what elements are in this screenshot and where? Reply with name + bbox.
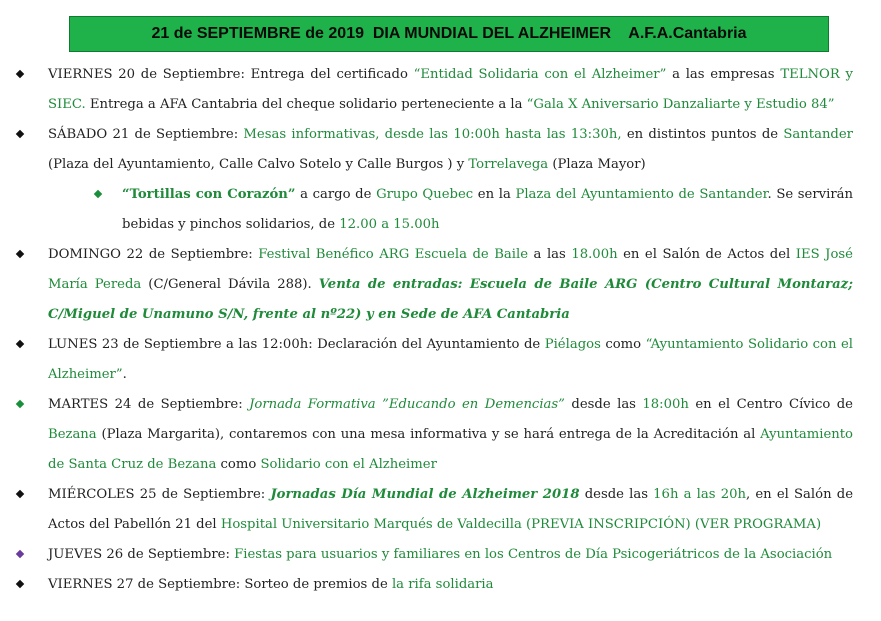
diamond-bullet-icon (94, 190, 102, 198)
event-highlight: Ayuntamiento de Santa Cruz de Bezana (48, 427, 853, 472)
diamond-bullet-icon (16, 400, 24, 408)
event-text: LUNES 23 de Septiembre a las 12:00h: Declaración del Ayuntamiento de (48, 337, 545, 352)
event-highlight: Venta de entradas: Escuela de Baile ARG (Centro Cultural Montaraz; C/Miguel de Unamuno S/N, frente al nº22) y en Sede de AFA Cantabria (48, 277, 853, 322)
event-highlight: 12.00 a 15.00h (339, 217, 440, 232)
event-highlight: Bezana (48, 427, 97, 442)
event-item-friday-27 (0, 570, 881, 600)
event-text: VIERNES 27 de Septiembre: Sorteo de premios de (48, 577, 392, 592)
event-highlight: “Tortillas con Corazón” (122, 187, 296, 202)
event-highlight: TELNOR y SIEC. (48, 67, 853, 112)
event-item-saturday-21 (0, 120, 881, 180)
event-text: MARTES 24 de Septiembre: (48, 397, 250, 412)
page-title-banner (69, 16, 829, 52)
event-highlight: Fiestas para usuarios y familiares en los Centros de Día Psicogeriátricos de la Asociación (234, 547, 833, 562)
diamond-bullet-icon (16, 550, 24, 558)
page-title: 21 de SEPTIEMBRE de 2019 DIA MUNDIAL DEL ALZHEIMER A.F.A.Cantabria (151, 25, 747, 42)
event-highlight: Plaza del Ayuntamiento de Santander (515, 187, 768, 202)
event-highlight: 18.00h (571, 247, 618, 262)
event-text: (Plaza del Ayuntamiento, Calle Calvo Sotelo y Calle Burgos ) y (48, 157, 469, 172)
event-highlight: 16h a las 20h (653, 487, 746, 502)
event-item-friday-20 (0, 60, 881, 120)
event-highlight: Festival Benéfico ARG Escuela de Baile (258, 247, 529, 262)
event-item-tuesday-24 (0, 390, 881, 480)
diamond-bullet-icon (16, 70, 24, 78)
event-text: a cargo de (295, 187, 377, 202)
event-text: . (122, 367, 127, 382)
event-text: . Se servirán bebidas y pinchos solidarios, de (122, 187, 853, 232)
event-item-sunday-22 (0, 240, 881, 330)
event-item-monday-23 (0, 330, 881, 390)
event-text: como (216, 457, 261, 472)
event-highlight: “Gala X Aniversario Danzaliarte y Estudio 84” (526, 97, 835, 112)
diamond-bullet-icon (16, 580, 24, 588)
event-highlight: Grupo Quebec (376, 187, 474, 202)
event-text: en la (473, 187, 516, 202)
event-list (0, 60, 881, 600)
event-highlight: la rifa solidaria (391, 577, 494, 592)
event-highlight: Jornadas Día Mundial de Alzheimer 2018 (270, 487, 580, 502)
event-highlight: Mesas informativas, desde las 10:00h hasta las 13:30h, (243, 127, 622, 142)
event-highlight: “Ayuntamiento Solidario con el Alzheimer” (48, 337, 853, 382)
event-item-wednesday-25 (0, 480, 881, 540)
event-highlight: “Entidad Solidaria con el Alzheimer” (413, 67, 667, 82)
event-highlight: 18:00h (642, 397, 689, 412)
diamond-bullet-icon (16, 250, 24, 258)
event-text: (Plaza Mayor) (548, 157, 646, 172)
event-highlight: Santander (783, 127, 853, 142)
event-highlight: IES José María Pereda (48, 247, 853, 292)
diamond-bullet-icon (16, 340, 24, 348)
event-highlight: Torrelavega (468, 157, 549, 172)
event-text: DOMINGO 22 de Septiembre: (48, 247, 259, 262)
event-text: MIÉRCOLES 25 de Septiembre: (48, 487, 271, 502)
event-text: SÁBADO 21 de Septiembre: (48, 127, 244, 142)
diamond-bullet-icon (16, 130, 24, 138)
event-text: como (600, 337, 646, 352)
event-text: a las empresas (666, 67, 781, 82)
event-text: (Plaza Margarita), contaremos con una mesa informativa y se hará entrega de la Acreditación al (96, 427, 761, 442)
event-subitem-tortillas (0, 180, 881, 240)
event-highlight: Piélagos (544, 337, 601, 352)
event-text: en el Centro Cívico de (688, 397, 853, 412)
event-text: Entrega a AFA Cantabria del cheque solidario perteneciente a la (85, 97, 527, 112)
event-text: en distintos puntos de (621, 127, 784, 142)
event-text: en el Salón de Actos del (617, 247, 796, 262)
event-text: JUEVES 26 de Septiembre: (48, 547, 235, 562)
event-text: a las (528, 247, 572, 262)
event-item-thursday-26 (0, 540, 881, 570)
event-text: (C/General Dávila 288). (141, 277, 319, 292)
event-text: desde las (579, 487, 654, 502)
event-text: VIERNES 20 de Septiembre: Entrega del certificado (48, 67, 414, 82)
event-link[interactable]: Hospital Universitario Marqués de Valdecilla (PREVIA INSCRIPCIÓN) (VER PROGRAMA) (220, 517, 822, 532)
diamond-bullet-icon (16, 490, 24, 498)
event-highlight: Jornada Formativa ”Educando en Demencias” (249, 397, 565, 412)
event-highlight: Solidario con el Alzheimer (260, 457, 437, 472)
event-text: desde las (564, 397, 643, 412)
event-text: , en el Salón de Actos del Pabellón 21 del (48, 487, 853, 532)
